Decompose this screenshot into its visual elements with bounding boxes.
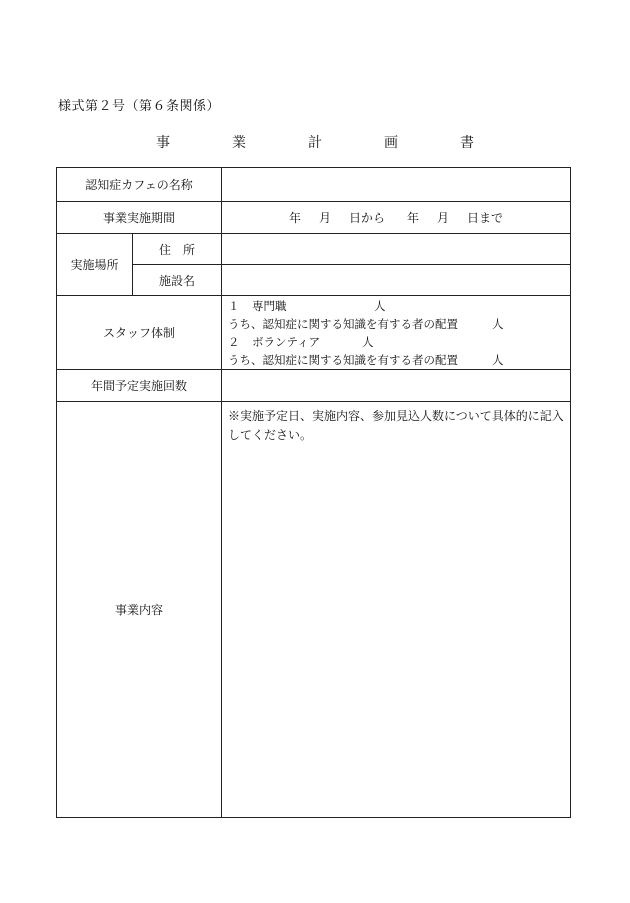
row-period (57, 202, 571, 234)
staff-line-volunteer-qualified (222, 351, 570, 369)
staff-line-volunteer (222, 333, 570, 351)
address-label: 住 所 (133, 234, 222, 265)
cafe-name-label: 認知症カフェの名称 (57, 168, 222, 202)
staff-line-professional-qualified (222, 315, 570, 333)
staff-unit: 人 (492, 316, 504, 331)
business-plan-table (56, 167, 571, 818)
row-annual-count (57, 370, 571, 402)
staff-number: １ (228, 298, 240, 313)
content-field[interactable] (222, 402, 571, 818)
period-field[interactable] (222, 202, 571, 234)
staff-line-professional (222, 297, 570, 315)
annual-count-label: 年間予定実施回数 (57, 370, 222, 402)
staff-label: スタッフ体制 (57, 296, 222, 370)
place-label: 実施場所 (57, 234, 133, 296)
staff-text: ボランティア (252, 334, 321, 349)
staff-number: ２ (228, 334, 240, 349)
content-label: 事業内容 (57, 402, 222, 818)
row-staff (57, 296, 571, 370)
staff-unit: 人 (362, 334, 374, 349)
facility-label: 施設名 (133, 265, 222, 296)
facility-field[interactable] (222, 265, 571, 296)
period-label: 事業実施期間 (57, 202, 222, 234)
row-cafe-name (57, 168, 571, 202)
form-number-label: 様式第２号（第６条関係） (58, 99, 221, 114)
row-facility (57, 265, 571, 296)
row-content (57, 402, 571, 818)
cafe-name-field[interactable] (222, 168, 571, 202)
staff-unit: 人 (374, 298, 386, 313)
staff-text: うち、認知症に関する知識を有する者の配置 (228, 316, 458, 331)
period-day-from: 日から (348, 211, 385, 225)
staff-text: うち、認知症に関する知識を有する者の配置 (228, 352, 458, 367)
staff-text: 専門職 (252, 298, 287, 313)
content-instruction: ※実施予定日、実施内容、参加見込人数について具体的に記入してください。 (228, 409, 564, 442)
period-year-start: 年 (288, 211, 301, 225)
staff-unit: 人 (492, 352, 504, 367)
row-address (57, 234, 571, 265)
staff-field[interactable] (222, 296, 571, 370)
period-month-start: 月 (318, 211, 331, 225)
annual-count-field[interactable] (222, 370, 571, 402)
period-year-end: 年 (407, 211, 420, 225)
document-title: 事 業 計 画 書 (156, 135, 498, 151)
address-field[interactable] (222, 234, 571, 265)
period-day-to: 日まで (467, 211, 504, 225)
period-month-end: 月 (437, 211, 450, 225)
